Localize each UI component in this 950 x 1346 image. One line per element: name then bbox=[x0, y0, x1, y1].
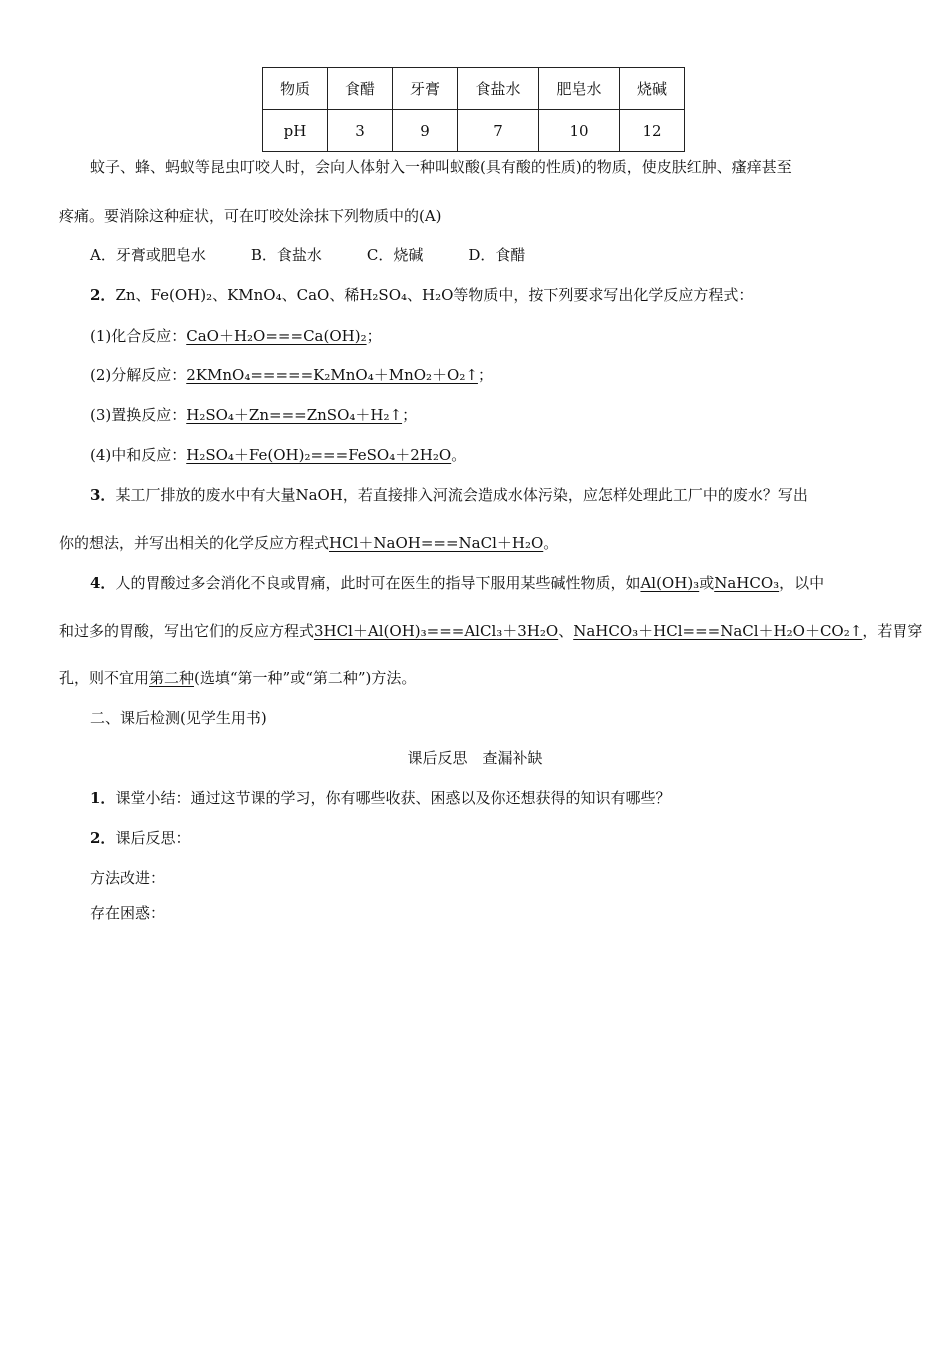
q4-line2 bbox=[59, 621, 922, 641]
q2-item-label: (3)置换反应： bbox=[90, 406, 187, 424]
q2-item-answer: CaO＋H₂O===Ca(OH)₂ bbox=[186, 327, 367, 345]
table-cell: 9 bbox=[393, 110, 458, 152]
table-cell: 牙膏 bbox=[393, 68, 458, 110]
q4-answer-5: 第二种 bbox=[149, 669, 195, 687]
table-cell: 物质 bbox=[263, 68, 328, 110]
q4-line1 bbox=[90, 573, 824, 593]
table-cell: 烧碱 bbox=[620, 68, 685, 110]
q2-number: 2． bbox=[90, 286, 116, 304]
q4-line2-end: ，若胃穿 bbox=[862, 622, 923, 640]
q2-item-end: ； bbox=[477, 366, 493, 384]
q2-item-end: ； bbox=[366, 327, 382, 345]
q2-text: Zn、Fe(OH)₂、KMnO₄、CaO、稀H₂SO₄、H₂O等物质中，按下列要求写出化学反应方程式： bbox=[115, 286, 754, 304]
table-cell: 食盐水 bbox=[458, 68, 539, 110]
q3-number: 3． bbox=[90, 486, 116, 504]
reflection-number: 2． bbox=[90, 829, 116, 847]
q4-line3-end: (选填“第一种”或“第二种”)方法。 bbox=[194, 669, 417, 687]
q3-line2-end: 。 bbox=[543, 534, 559, 552]
q1-options: A．牙膏或肥皂水 B．食盐水 C．烧碱 D．食醋 bbox=[90, 246, 526, 264]
table-row bbox=[263, 110, 685, 152]
q2-item-4 bbox=[90, 445, 466, 465]
q2-item-answer: H₂SO₄＋Fe(OH)₂===FeSO₄＋2H₂O bbox=[186, 446, 452, 464]
q2-item-1 bbox=[90, 326, 382, 346]
q3-line1 bbox=[90, 485, 808, 505]
table-cell: pH bbox=[263, 110, 328, 152]
reflection-item-1 bbox=[90, 788, 670, 808]
reflection-text: 课堂小结：通过这节课的学习，你有哪些收获、困惑以及你还想获得的知识有哪些？ bbox=[115, 789, 671, 807]
q2-item-label: (1)化合反应： bbox=[90, 327, 187, 345]
ph-table bbox=[262, 67, 685, 152]
reflection-title: 课后反思 查漏补缺 bbox=[407, 749, 543, 767]
q2-item-2 bbox=[90, 365, 493, 385]
table-cell: 食醋 bbox=[328, 68, 393, 110]
q2-item-end: ； bbox=[402, 406, 418, 424]
q4-line1-mid: 或 bbox=[699, 574, 715, 592]
table-header-row bbox=[263, 68, 685, 110]
reflection-number: 1． bbox=[90, 789, 116, 807]
table-cell: 10 bbox=[539, 110, 620, 152]
q2-item-answer: 2KMnO₄=====K₂MnO₄＋MnO₂＋O₂↑ bbox=[186, 366, 478, 384]
table-cell: 肥皂水 bbox=[539, 68, 620, 110]
q3-text: 某工厂排放的废水中有大量NaOH，若直接排入河流会造成水体污染，应怎样处理此工厂中的废水？写出 bbox=[115, 486, 808, 504]
q2-item-end: 。 bbox=[451, 446, 467, 464]
reflection-text: 课后反思： bbox=[115, 829, 191, 847]
q4-line3 bbox=[59, 668, 416, 688]
table-cell: 12 bbox=[620, 110, 685, 152]
q1-line2: 疼痛。要消除这种症状，可在叮咬处涂抹下列物质中的(A) bbox=[59, 207, 442, 225]
q2-item-answer: H₂SO₄＋Zn===ZnSO₄＋H₂↑ bbox=[186, 406, 403, 424]
q2-stem bbox=[90, 285, 753, 305]
q4-number: 4． bbox=[90, 574, 116, 592]
q4-line2-mid: 、 bbox=[558, 622, 574, 640]
method-improvement: 方法改进： bbox=[90, 869, 166, 887]
q4-answer-4: NaHCO₃＋HCl===NaCl＋H₂O＋CO₂↑ bbox=[573, 622, 863, 640]
q4-line1-end: ，以中 bbox=[779, 574, 825, 592]
q4-answer-1: Al(OH)₃ bbox=[640, 574, 700, 592]
table-cell: 7 bbox=[458, 110, 539, 152]
existing-confusion: 存在困惑： bbox=[90, 904, 166, 922]
reflection-item-2 bbox=[90, 828, 190, 848]
q2-item-label: (4)中和反应： bbox=[90, 446, 187, 464]
q1-line1: 蚊子、蜂、蚂蚁等昆虫叮咬人时，会向人体射入一种叫蚁酸(具有酸的性质)的物质，使皮肤红肿、瘙痒甚至 bbox=[90, 158, 792, 176]
q4-answer-3: 3HCl＋Al(OH)₃===AlCl₃＋3H₂O bbox=[314, 622, 559, 640]
q3-answer: HCl＋NaOH===NaCl＋H₂O bbox=[329, 534, 544, 552]
q2-item-3 bbox=[90, 405, 417, 425]
q4-answer-2: NaHCO₃ bbox=[714, 574, 780, 592]
q4-line1-text: 人的胃酸过多会消化不良或胃痛，此时可在医生的指导下服用某些碱性物质，如 bbox=[115, 574, 641, 592]
q4-line3-text: 孔，则不宜用 bbox=[59, 669, 150, 687]
section-heading: 二、课后检测(见学生用书) bbox=[90, 709, 267, 727]
q2-item-label: (2)分解反应： bbox=[90, 366, 187, 384]
q4-line2-text: 和过多的胃酸，写出它们的反应方程式 bbox=[59, 622, 315, 640]
q3-line2 bbox=[59, 533, 558, 553]
q3-line2-text: 你的想法，并写出相关的化学反应方程式 bbox=[59, 534, 330, 552]
table-cell: 3 bbox=[328, 110, 393, 152]
